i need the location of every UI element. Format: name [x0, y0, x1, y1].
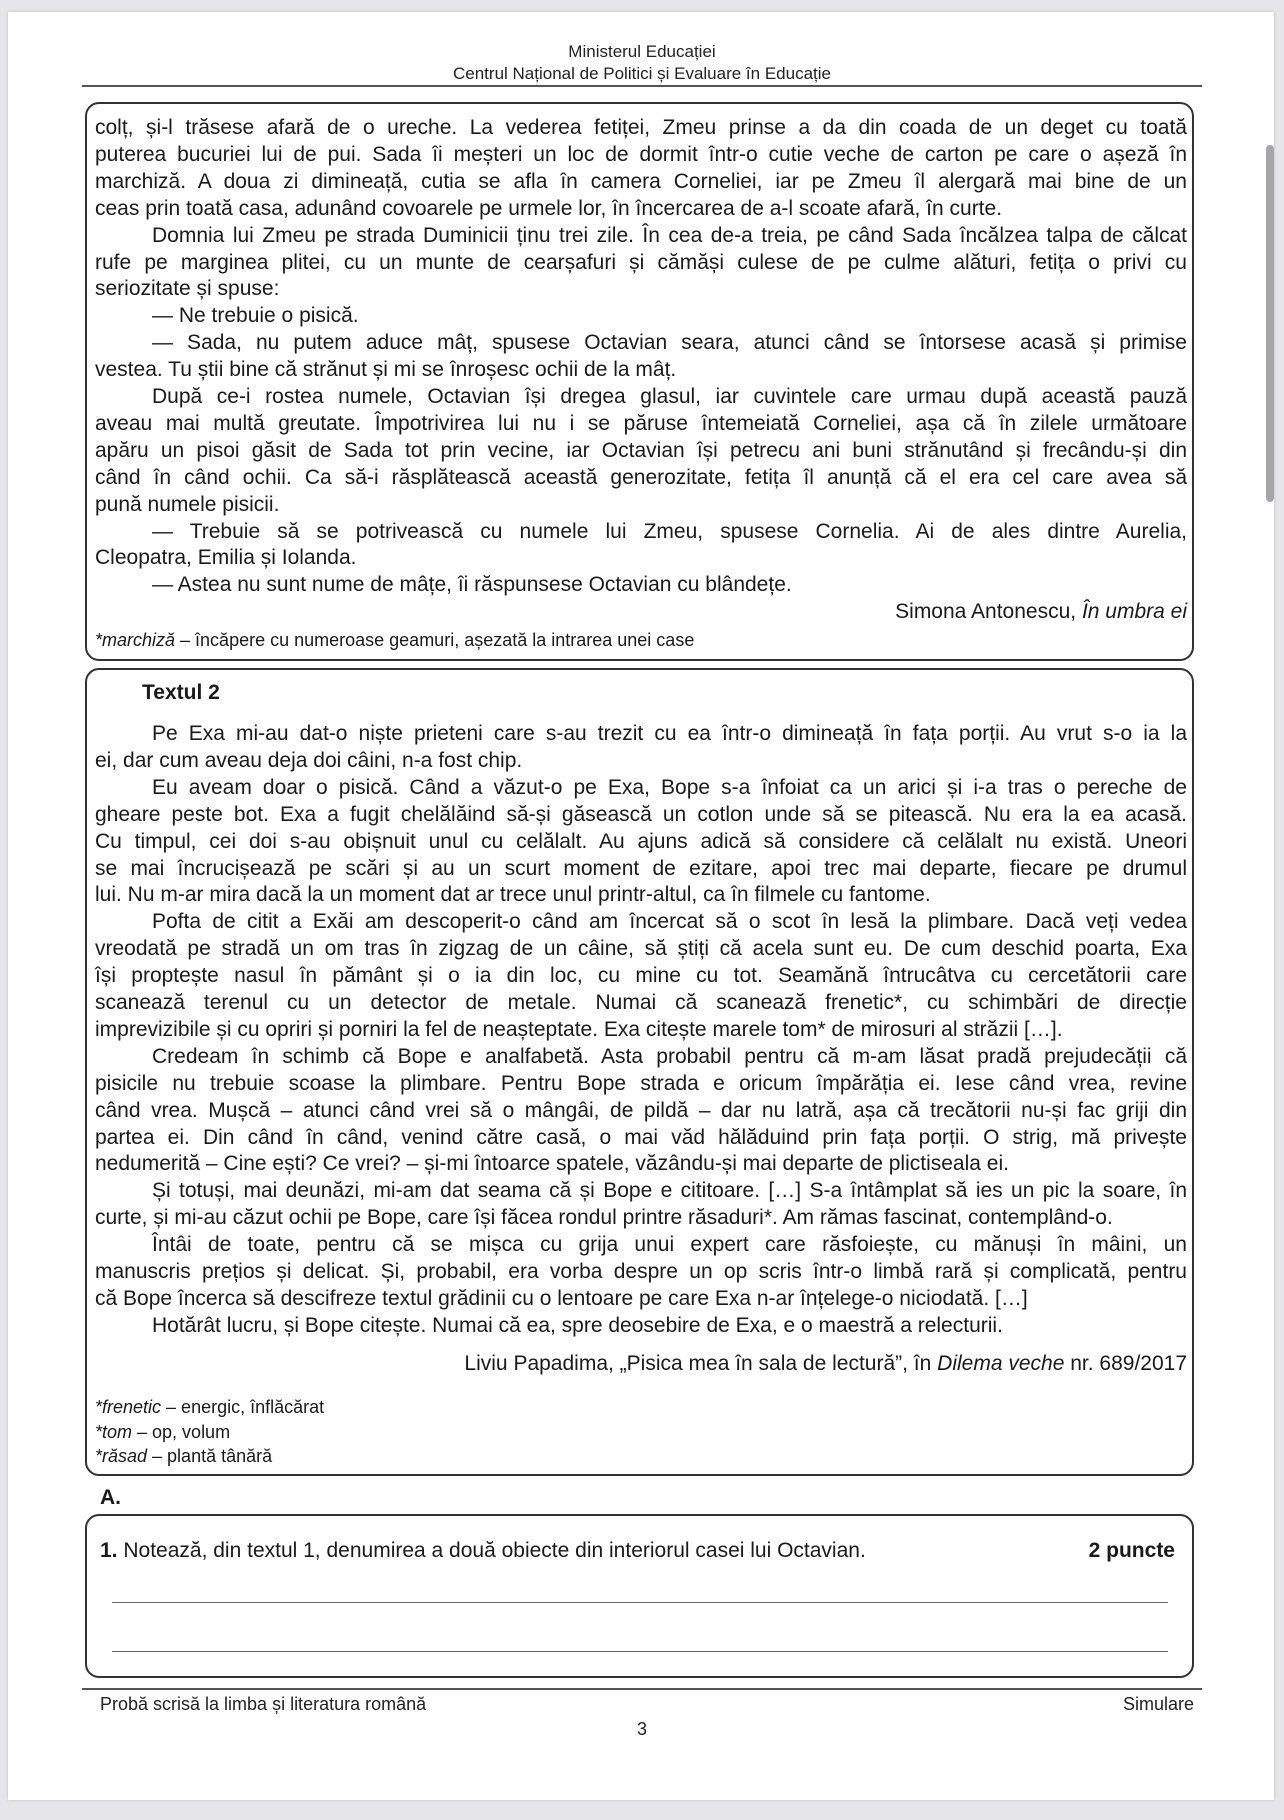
citation-author: Simona Antonescu,: [895, 600, 1082, 623]
text-line: când vrea. Mușcă – atunci când vrei să o mângâi, de pildă – dar nu latră, așa că trecătorii nu-și fac griji din: [95, 1098, 1187, 1122]
text-line: manuscris prețios și delicat. Și, probabil, era vorba despre un op scris într-o limbă rară și complicată, pentru: [95, 1260, 1187, 1283]
text-line: când în când ochii. Ca să-i răsplătească această generozitate, fetița îl anunță că el era cel care avea să: [95, 465, 1187, 489]
text-line: partea ei. Din când în când, venind către casă, o mai văd hălăduind prin fața porții. O strig, mă privește: [95, 1125, 1187, 1149]
text-line: ceas prin toată casa, adunând covoarele pe urmele lor, în încercarea de a-l scoate afară, în curte.: [95, 196, 1003, 220]
text-line: Întâi de toate, pentru că se mișca cu grija unui expert care răsfoiește, cu mănuși în mâini, un: [152, 1233, 1187, 1257]
text-line: colț, și-l trăsese afară de o ureche. La vederea fetiței, Zmeu prinse a da din coada de un deget cu toată: [95, 116, 1187, 139]
answer-line-2[interactable]: [112, 1651, 1168, 1652]
footnote-definition: – op, volum: [132, 1421, 231, 1442]
header-center: Centrul Național de Politici și Evaluare în Educație: [453, 64, 831, 83]
text-line: că Bope încerca să descifreze textul grădinii cu o lentoare pe care Exa n-ar înțelege-o niciodată. […]: [95, 1286, 1028, 1310]
footer-session: Simulare: [1122, 1694, 1194, 1714]
answer-line-1[interactable]: [112, 1602, 1168, 1603]
text1-footnote: [95, 627, 1187, 653]
text-line: Și totuși, mai deunăzi, mi-am dat seama că și Bope e cititoare. […] S-a întâmplat să ies un pic la soare, în: [152, 1179, 1187, 1203]
text-line: lui. Nu m-ar mira dacă la un moment dat ar trece unul printr-altul, ca în filmele cu fantome.: [95, 883, 931, 907]
text1-citation: [95, 599, 1187, 625]
text-line: — Trebuie să se potrivească cu numele lui Zmeu, spusese Cornelia. Ai de ales dintre Aurelia,: [152, 519, 1187, 543]
text2-citation: [95, 1351, 1187, 1377]
citation-title: În umbra ei: [1081, 600, 1187, 623]
text-line: Pofta de citit a Exăi am descoperit-o când am încercat să o scot în lesă la plimbare. Dacă veți vedea: [152, 910, 1187, 934]
question-text: Notează, din textul 1, denumirea a două obiecte din interiorul casei lui Octavian.: [123, 1539, 866, 1562]
text-line: — Astea nu sunt nume de mâțe, îi răspunsese Octavian cu blândețe.: [152, 573, 792, 597]
text-line: vestea. Tu știi bine că strănut și mi se înroșesc ochii de la mâț.: [95, 358, 677, 382]
text-line: Domnia lui Zmeu pe strada Duminicii ținu trei zile. În cea de-a treia, pe când Sada încălzea talpa de călcat: [152, 223, 1187, 247]
footnote: [95, 1419, 1187, 1445]
section-a-label: A.: [100, 1486, 121, 1509]
footnote-term: *răsad: [95, 1446, 148, 1466]
footnote-term: *frenetic: [95, 1397, 162, 1417]
text-line: apăru un pisoi găsit de Sada tot prin vecine, iar Octavian își petrecu ani buni strănutând și frecându-și din: [95, 438, 1187, 462]
question-number: 1.: [100, 1539, 118, 1562]
text-line: vreodată pe stradă un om tras în zigzag de un câine, să știți că acela sunt eu. De cum deschid poarta, Exa: [95, 937, 1187, 961]
text-line: scanează terenul cu un detector de metale. Numai că scanează frenetic*, cu schimbări de direcție: [95, 991, 1187, 1014]
text-line: seriozitate și spuse:: [95, 277, 280, 301]
text-line: marchiză. A doua zi dimineață, cutia se afla în camera Corneliei, iar pe Zmeu îl alergară mai bine de un: [95, 169, 1187, 193]
footnote-definition: – energic, înflăcărat: [161, 1397, 325, 1417]
text-line: își proptește nasul în pământ și o ia din loc, cu mine cu tot. Seamănă întrucâtva cu cercetătorii care: [95, 964, 1187, 988]
footer-exam-title: Probă scrisă la limba și literatura română: [100, 1694, 427, 1714]
citation-suffix: nr. 689/2017: [1064, 1352, 1187, 1375]
text-line: rufe pe marginea plitei, cu un munte de cearșafuri și cămăși culese de pe culme alături, fetița o privi cu: [95, 250, 1187, 274]
text-line: aveau mai multă greutate. Împotrivirea lui nu i se păruse întemeiată Corneliei, așa că în zilele următoare: [95, 411, 1187, 435]
header-ministry: Ministerul Educației: [568, 42, 716, 61]
page-number: 3: [636, 1719, 647, 1739]
text-line: Hotărât lucru, și Bope citește. Numai că ea, spre deosebire de Exa, e o maestră a relecturii.: [152, 1313, 1003, 1337]
text-line: pună numele pisicii.: [95, 492, 280, 516]
question-1: [100, 1538, 1175, 1564]
footnote-term: *marchiză: [95, 630, 176, 650]
text-line: nedumerită – Cine ești? Ce vrei? – și-mi întoarce spatele, văzându-și mai departe de plictiseala ei.: [95, 1152, 1009, 1176]
header-rule: [82, 85, 1202, 87]
text-line: După ce-i rostea numele, Octavian își dregea glasul, iar cuvintele care urmau după această pauză: [152, 385, 1187, 408]
text-line: Eu aveam doar o pisică. Când a văzut-o pe Exa, Bope s-a înfoiat ca un arici și i-a tras o pereche de: [152, 775, 1187, 799]
footnote-term: *tom: [95, 1421, 133, 1442]
text-line: se mai încrucișează pe scări și au un scurt moment de ezitare, apoi trec mai departe, fiecare pe drumul: [95, 856, 1187, 880]
citation-prefix: Liviu Papadima, „Pisica mea în sala de lectură”, în: [464, 1352, 938, 1375]
footer-rule: [82, 1688, 1202, 1690]
footnote: [95, 1443, 1187, 1469]
question-points: 2 puncte: [1088, 1539, 1175, 1562]
text-line: — Ne trebuie o pisică.: [152, 304, 359, 328]
text-line: Cleopatra, Emilia și Iolanda.: [95, 546, 357, 570]
text-line: curte, și mi-au căzut ochii pe Bope, care își făcea rondul printre răsaduri*. Am rămas fascinat, contemplând-o.: [95, 1206, 1113, 1230]
footnote: [95, 1394, 1187, 1420]
text2-title: Textul 2: [142, 681, 220, 704]
text-line: Credeam în schimb că Bope e analfabetă. Asta probabil pentru că m-am lăsat pradă prejudecății că: [152, 1044, 1187, 1068]
text-line: Pe Exa mi-au dat-o niște prieteni care s-au trezit cu ea într-o dimineață în fața porții. Au vrut s-o ia la: [152, 722, 1187, 745]
text-line: Cu timpul, cei doi s-au obișnuit unul cu celălalt. Au ajuns adică să considere că celălalt nu există. Uneori: [95, 829, 1187, 853]
citation-journal: Dilema veche: [937, 1352, 1065, 1375]
text-line: gheare peste bot. Exa a fugit chelălăind să-și găsească un cotlon unde să se pitească. Nu era la ea acasă.: [95, 802, 1187, 826]
footnote-definition: – încăpere cu numeroase geamuri, așezată la intrarea unei case: [175, 630, 695, 650]
text-line: imprevizibile și cu opriri și porniri la fel de neașteptate. Exa citește marele tom* de mirosuri al străzii […].: [95, 1017, 1063, 1041]
text-line: — Sada, nu putem aduce mâț, spusese Octavian seara, atunci când se întorsese acasă și primise: [152, 331, 1187, 355]
text-line: ei, dar cum aveau deja doi câini, n-a fost chip.: [95, 748, 523, 772]
vertical-scrollbar[interactable]: [1266, 145, 1274, 502]
footnote-definition: – plantă tânără: [147, 1446, 273, 1466]
text-line: pisicile nu trebuie scoase la plimbare. Pentru Bope strada e oricum împărăția ei. Iese când vrea, revine: [95, 1071, 1187, 1095]
text-line: puterea bucuriei lui de pui. Sada îi meșteri un loc de dormit într-o cutie veche de carton pe care o așeză în: [95, 142, 1187, 166]
